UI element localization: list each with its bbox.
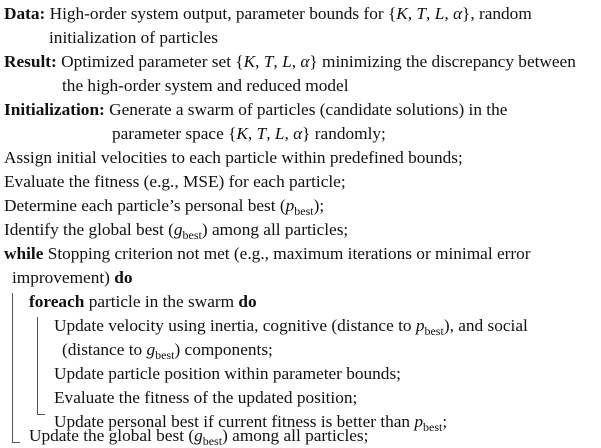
inner-step-update-position: Update particle position within parameter bounds; [54, 364, 401, 383]
init-label: Initialization: [4, 100, 105, 119]
init-line-cont: parameter space {K, T, L, α} randomly; [112, 124, 386, 143]
foreach-block-end [37, 414, 45, 415]
step-evaluate-fitness: Evaluate the fitness (e.g., MSE) for each particle; [4, 172, 346, 191]
init-text: Generate a swarm of particles (candidate solutions) in the [109, 100, 508, 119]
while-block-bar [12, 293, 13, 443]
result-line [4, 50, 576, 74]
inner-step-update-velocity-cont: (distance to $g_{best}$) components; [62, 340, 273, 362]
step-global-best: Identify the global best $(g_{best})$ among all particles; [4, 220, 349, 242]
result-text: Optimized parameter set {K, T, L, α} minimizing the discrepancy between [61, 52, 576, 71]
step-personal-best: Determine each particle’s personal best $(p_{best})$; [4, 196, 325, 218]
while-line [4, 242, 531, 266]
result-line-cont: the high-order system and reduced model [62, 76, 349, 95]
while-block-end [12, 442, 20, 443]
result-label: Result: [4, 52, 57, 71]
do-keyword: do [238, 292, 257, 311]
data-text: High-order system output, parameter bounds for {K, T, L, α}, random [49, 4, 532, 23]
while-line-cont: improvement) do [12, 268, 133, 287]
while-condition: Stopping criterion not met (e.g., maximum iterations or minimal error [47, 244, 531, 263]
step-assign-velocities: Assign initial velocities to each particle within predefined bounds; [4, 148, 463, 167]
outer-step-update-global-best: Update the global best $(g_{best})$ among all particles; [29, 426, 369, 448]
foreach-keyword: foreach [29, 292, 85, 311]
while-keyword: while [4, 244, 44, 263]
inner-step-update-velocity: Update velocity using inertia, cognitive (distance to $p_{best}$), and social [54, 316, 528, 338]
data-label: Data: [4, 4, 46, 23]
foreach-line: foreach particle in the swarm do [29, 292, 257, 311]
inner-step-evaluate-fitness: Evaluate the fitness of the updated position; [54, 388, 358, 407]
inner-step-update-personal-best: Update personal best if current fitness is better than $p_{best}$; [54, 412, 448, 434]
do-keyword: do [114, 268, 133, 287]
data-line [4, 2, 532, 26]
init-line [4, 98, 507, 122]
data-line-cont: initialization of particles [49, 28, 218, 47]
foreach-block-bar [37, 317, 38, 415]
